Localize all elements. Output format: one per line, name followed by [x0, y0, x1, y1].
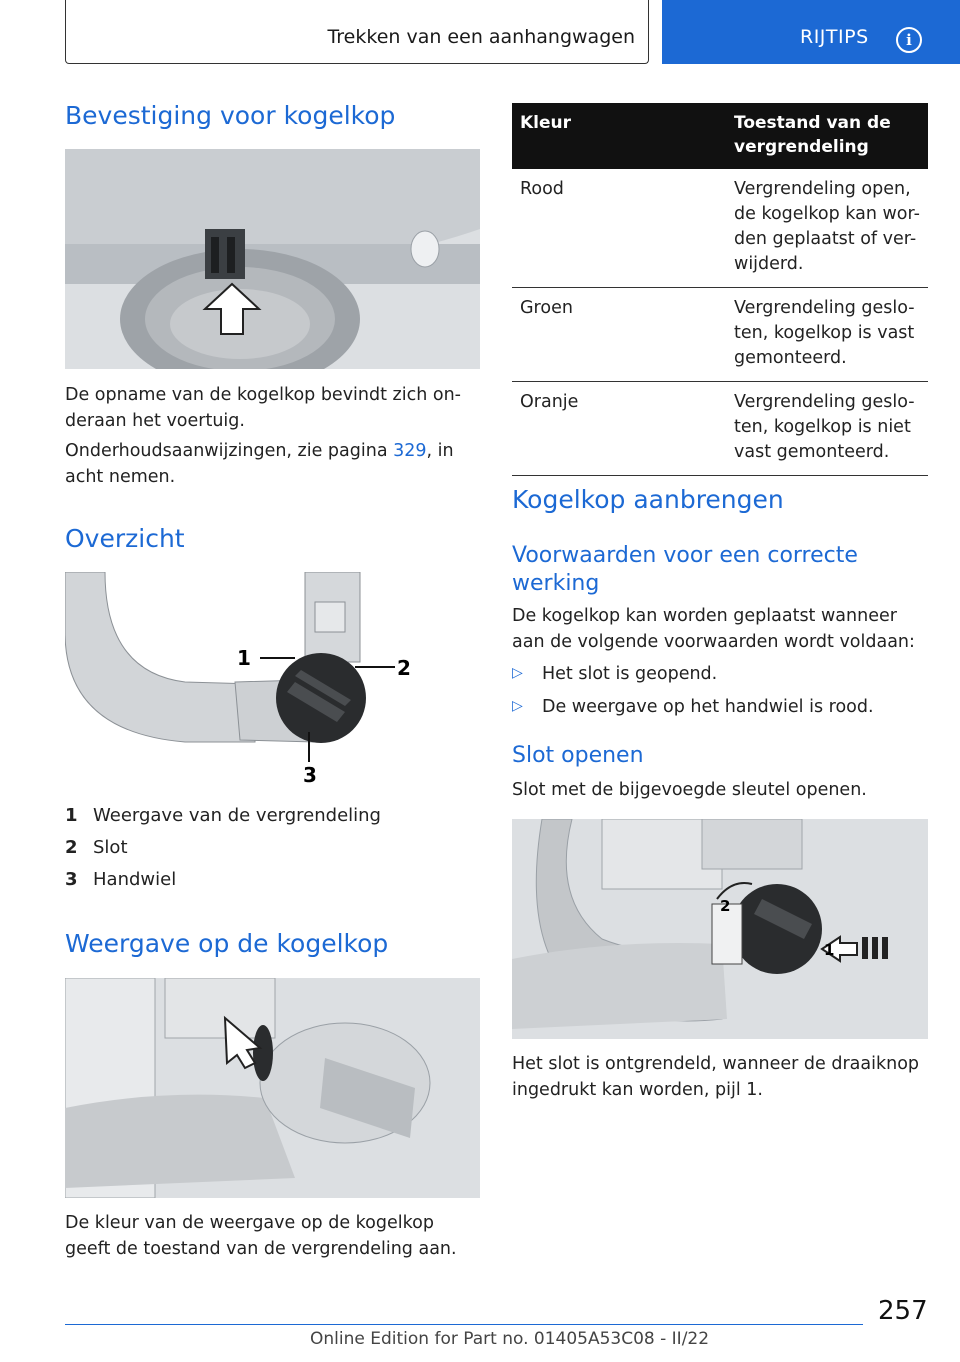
heading-mounting: Kogelkop aanbrengen	[512, 485, 784, 514]
unlock-callout-1: 1	[824, 941, 835, 959]
legend-text: Slot	[93, 837, 128, 858]
table-header-color: Kleur	[512, 103, 726, 169]
table-header-row	[512, 103, 928, 169]
mount-paragraph-2-prefix: Onderhoudsaanwijzingen, zie pagina	[65, 441, 394, 461]
unlock-image	[512, 819, 928, 1039]
overview-callout-3: 3	[303, 763, 317, 787]
footer-edition: Online Edition for Part no. 01405A53C08 - II/22	[310, 1329, 710, 1349]
table-cell-color: Groen	[512, 288, 726, 382]
list-item	[512, 694, 928, 727]
conditions-list	[512, 661, 928, 727]
mount-paragraph-2-suffix: , in acht nemen.	[65, 441, 454, 487]
unlock-paragraph: Slot met de bijgevoegde sleutel openen.	[512, 780, 867, 800]
triangle-bullet-icon: ▷	[512, 665, 523, 681]
footer-divider	[65, 1324, 863, 1325]
heading-display: Weergave op de kogelkop	[65, 929, 389, 958]
info-icon[interactable]: i	[896, 27, 922, 53]
table-cell-state: Vergrendeling geslo-ten, kogelkop is niet vast gemonteerd.	[726, 382, 928, 476]
table-row	[512, 382, 928, 476]
heading-unlock: Slot openen	[512, 743, 644, 768]
page-link-329[interactable]: 329	[393, 441, 427, 461]
color-state-table	[512, 103, 928, 476]
overview-callout-2: 2	[397, 656, 411, 680]
overview-callout-1: 1	[237, 646, 251, 670]
legend-text: Weergave van de vergrendeling	[93, 805, 381, 826]
table-header-state: Toestand van de vergrendeling	[726, 103, 928, 169]
list-item-text: Het slot is geopend.	[542, 664, 718, 684]
mounting-intro: De kogelkop kan worden geplaatst wanneer aan de volgende voorwaarden wordt voldaan:	[512, 606, 915, 652]
legend-item	[65, 805, 480, 837]
mount-paragraph-1: De opname van de kogelkop bevindt zich on-deraan het voertuig.	[65, 385, 461, 431]
legend-item	[65, 869, 480, 901]
overview-legend	[65, 805, 480, 901]
heading-mount: Bevestiging voor kogelkop	[65, 101, 396, 130]
subheading-conditions: Voorwaarden voor een correcte werking	[512, 543, 858, 596]
vehicle-underside-image	[65, 149, 480, 369]
unlock-paragraph-2: Het slot is ontgrendeld, wanneer de draaiknop ingedrukt kan worden, pijl 1.	[512, 1054, 920, 1100]
table-row	[512, 288, 928, 382]
legend-item	[65, 837, 480, 869]
mount-paragraph-2	[65, 438, 480, 490]
section-title[interactable]: RIJTIPS	[800, 26, 869, 48]
page-number: 257	[878, 1296, 928, 1326]
legend-number: 1	[65, 805, 78, 826]
legend-number: 2	[65, 837, 78, 858]
table-row	[512, 169, 928, 288]
display-paragraph: De kleur van de weergave op de kogelkop geeft de toestand van de vergrendeling aan.	[65, 1213, 457, 1259]
table-cell-state: Vergrendeling geslo-ten, kogelkop is vast gemonteerd.	[726, 288, 928, 382]
table-cell-color: Oranje	[512, 382, 726, 476]
list-item-text: De weergave op het handwiel is rood.	[542, 697, 874, 717]
table-cell-state: Vergrendeling open, de kogelkop kan wor-den geplaatst of ver-wijderd.	[726, 169, 928, 288]
list-item	[512, 661, 928, 694]
legend-number: 3	[65, 869, 78, 890]
table-cell-color: Rood	[512, 169, 726, 288]
ball-head-overview-image	[65, 572, 480, 790]
triangle-bullet-icon: ▷	[512, 698, 523, 714]
ball-head-display-image	[65, 978, 480, 1198]
unlock-callout-2: 2	[720, 897, 731, 915]
legend-text: Handwiel	[93, 869, 177, 890]
chapter-title: Trekken van een aanhangwagen	[327, 26, 635, 48]
heading-overview: Overzicht	[65, 524, 185, 553]
